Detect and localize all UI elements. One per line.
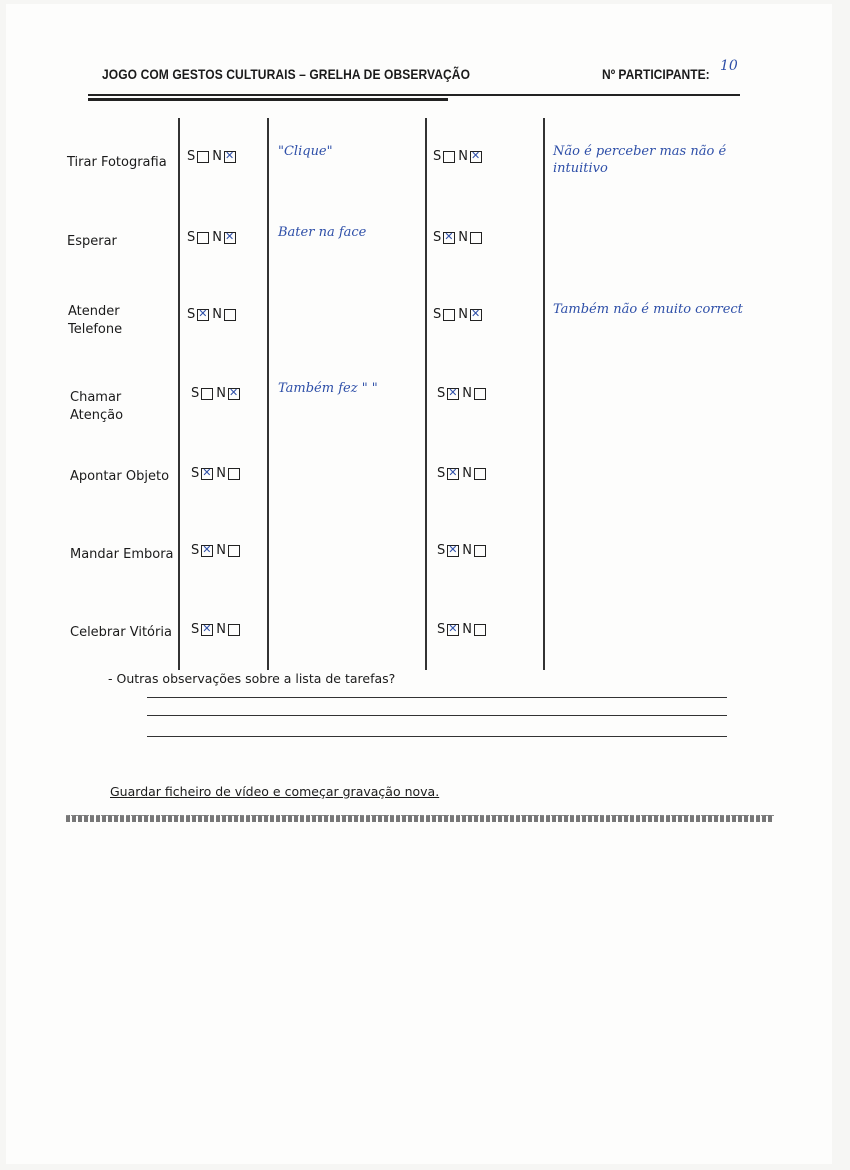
observation-sheet <box>6 4 832 1164</box>
second-attempt-checkbox-group <box>437 386 489 401</box>
column-divider-1 <box>178 118 180 670</box>
yes-label: S <box>437 543 446 558</box>
no-label: N <box>212 307 222 322</box>
yes-checkbox[interactable] <box>197 309 209 321</box>
no-label: N <box>212 230 222 245</box>
no-label: N <box>458 230 468 245</box>
no-checkbox[interactable] <box>470 309 482 321</box>
no-checkbox[interactable] <box>474 468 486 480</box>
no-label: N <box>462 622 472 637</box>
column-divider-2 <box>267 118 269 670</box>
no-checkbox[interactable] <box>470 232 482 244</box>
yes-label: S <box>191 622 200 637</box>
first-attempt-checkbox-group <box>191 543 243 558</box>
second-attempt-checkbox-group <box>437 622 489 637</box>
yes-checkbox[interactable] <box>443 151 455 163</box>
handwritten-note-1: Bater na face <box>278 225 367 240</box>
no-checkbox[interactable] <box>470 151 482 163</box>
dashed-separator <box>66 815 774 822</box>
no-label: N <box>458 307 468 322</box>
other-observations-question: - Outras observações sobre a lista de tarefas? <box>108 671 396 686</box>
first-attempt-checkbox-group <box>187 307 239 322</box>
no-checkbox[interactable] <box>474 545 486 557</box>
header-rule-thick <box>88 98 448 101</box>
no-checkbox[interactable] <box>474 388 486 400</box>
no-label: N <box>216 622 226 637</box>
gesture-label: Tirar Fotografia <box>67 155 167 170</box>
gesture-label: Atender Telefone <box>68 304 123 337</box>
no-checkbox[interactable] <box>224 309 236 321</box>
gesture-label: Mandar Embora <box>70 547 174 562</box>
no-checkbox[interactable] <box>228 388 240 400</box>
gesture-label: Chamar Atenção <box>70 390 124 423</box>
first-attempt-checkbox-group <box>191 386 243 401</box>
no-checkbox[interactable] <box>224 151 236 163</box>
yes-label: S <box>191 466 200 481</box>
yes-label: S <box>437 622 446 637</box>
no-checkbox[interactable] <box>228 624 240 636</box>
yes-label: S <box>433 230 442 245</box>
yes-checkbox[interactable] <box>201 545 213 557</box>
no-checkbox[interactable] <box>224 232 236 244</box>
first-attempt-checkbox-group <box>187 149 239 164</box>
no-label: N <box>462 386 472 401</box>
yes-label: S <box>437 466 446 481</box>
second-attempt-checkbox-group <box>433 149 485 164</box>
first-attempt-checkbox-group <box>191 622 243 637</box>
no-label: N <box>458 149 468 164</box>
gesture-label: Celebrar Vitória <box>70 625 172 640</box>
no-label: N <box>216 543 226 558</box>
gesture-label: Esperar <box>67 234 117 249</box>
no-label: N <box>462 543 472 558</box>
yes-checkbox[interactable] <box>197 232 209 244</box>
yes-checkbox[interactable] <box>447 624 459 636</box>
no-checkbox[interactable] <box>474 624 486 636</box>
yes-checkbox[interactable] <box>201 468 213 480</box>
no-label: N <box>462 466 472 481</box>
answer-line[interactable] <box>147 715 727 716</box>
yes-checkbox[interactable] <box>201 624 213 636</box>
header-rule <box>88 94 740 96</box>
handwritten-note-1: "Clique" <box>278 144 333 159</box>
save-video-instruction: Guardar ficheiro de vídeo e começar gravação nova. <box>110 784 440 799</box>
yes-label: S <box>187 230 196 245</box>
no-checkbox[interactable] <box>228 468 240 480</box>
yes-checkbox[interactable] <box>447 388 459 400</box>
yes-checkbox[interactable] <box>443 232 455 244</box>
yes-label: S <box>437 386 446 401</box>
no-label: N <box>216 466 226 481</box>
yes-checkbox[interactable] <box>201 388 213 400</box>
no-label: N <box>216 386 226 401</box>
yes-label: S <box>433 307 442 322</box>
yes-label: S <box>187 307 196 322</box>
handwritten-note-2: Não é perceber mas não é intuitivo <box>553 144 727 176</box>
handwritten-note-1: Também fez " " <box>278 381 378 396</box>
second-attempt-checkbox-group <box>437 466 489 481</box>
answer-line[interactable] <box>147 697 727 698</box>
yes-label: S <box>187 149 196 164</box>
yes-checkbox[interactable] <box>447 545 459 557</box>
handwritten-note-2: Também não é muito correct <box>553 302 743 317</box>
second-attempt-checkbox-group <box>433 307 485 322</box>
yes-label: S <box>191 543 200 558</box>
first-attempt-checkbox-group <box>191 466 243 481</box>
second-attempt-checkbox-group <box>433 230 485 245</box>
participant-number[interactable]: 10 <box>720 58 738 74</box>
gesture-label: Apontar Objeto <box>70 469 170 484</box>
yes-checkbox[interactable] <box>443 309 455 321</box>
yes-label: S <box>191 386 200 401</box>
column-divider-3 <box>425 118 427 670</box>
yes-checkbox[interactable] <box>197 151 209 163</box>
no-checkbox[interactable] <box>228 545 240 557</box>
no-label: N <box>212 149 222 164</box>
participant-label: Nº PARTICIPANTE: <box>602 66 710 82</box>
form-title: JOGO COM GESTOS CULTURAIS – GRELHA DE OBSERVAÇÃO <box>102 66 471 82</box>
answer-line[interactable] <box>147 736 727 737</box>
yes-label: S <box>433 149 442 164</box>
column-divider-4 <box>543 118 545 670</box>
yes-checkbox[interactable] <box>447 468 459 480</box>
first-attempt-checkbox-group <box>187 230 239 245</box>
second-attempt-checkbox-group <box>437 543 489 558</box>
